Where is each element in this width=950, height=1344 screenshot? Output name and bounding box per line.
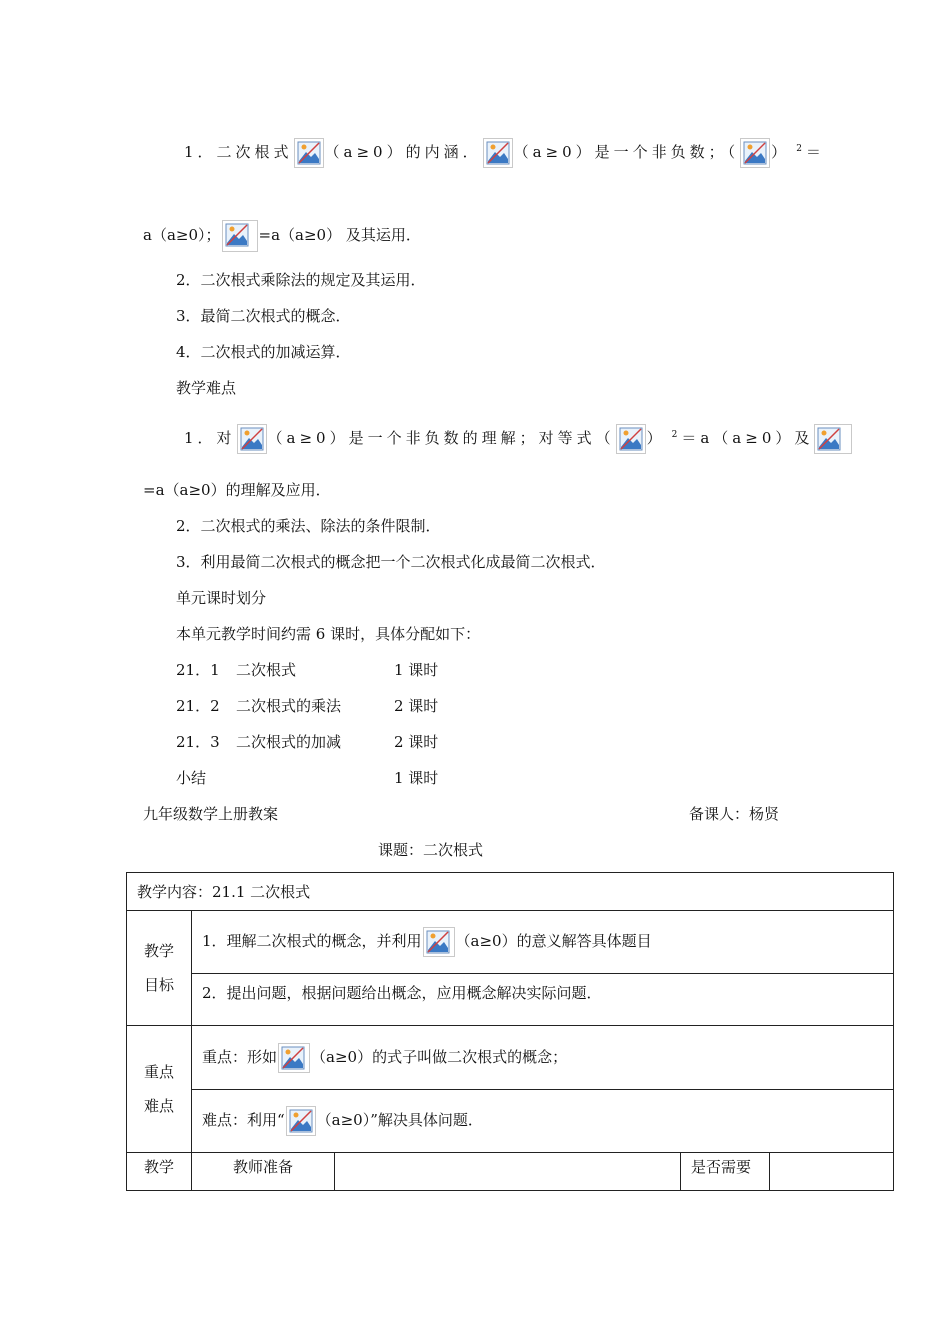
key-label: 重点 难点 [143,1063,174,1115]
intro-item-2: 2．二次根式乘除法的规定及其运用． [176,271,426,289]
schedule-row-no: 小结 [176,769,207,787]
schedule-row-no: 21．3 [176,733,220,751]
schedule-row-hours: 1 课时 [394,769,439,787]
item1-line2-b: =a（a≥0） 及其运用． [258,226,421,244]
schedule-row-hours: 2 课时 [394,733,439,751]
formula-image-icon [423,927,455,957]
d1-part-d: ＝a（a≥0）及 [681,429,814,447]
schedule-heading: 单元课时划分 [176,589,267,607]
table-row [127,911,894,974]
item1-part-a: （a≥0）的内涵． [324,143,482,161]
schedule-row-hours: 2 课时 [394,697,439,715]
schedule-row-no: 21．1 [176,661,220,679]
schedule-row-title: 二次根式 [236,661,297,679]
intro-item-3: 3．最简二次根式的概念． [176,307,351,325]
schedule-row-hours: 1 课时 [394,661,439,679]
schedule-intro: 本单元教学时间约需 6 课时，具体分配如下： [176,625,481,643]
schedule-row-title: 二次根式的加减 [236,733,342,751]
key-label-cell [127,1026,192,1153]
formula-image-icon [294,138,324,168]
d1-part-b: （a≥0）是一个非负数的理解；对等式（ [267,429,615,447]
teacher-prep-cell: 教师准备 [192,1153,335,1191]
intro-item-1 [184,138,825,168]
d1-part-c: ） [646,429,666,447]
key-point-cell [192,1026,894,1090]
superscript: 2 [796,144,806,154]
hard-text-b: （a≥0）”解决具体问题． [316,1111,483,1129]
teaching-content-cell: 教学内容：21.1 二次根式 [127,873,894,911]
formula-image-icon [483,138,513,168]
table-row [127,974,894,1026]
schedule-row-title: 二次根式的乘法 [236,697,342,715]
superscript: 2 [671,430,682,440]
difficulty-item-1-cont: =a（a≥0）的理解及应用． [143,481,331,499]
hard-text-a: 难点：利用“ [202,1111,285,1129]
goal-label-cell [127,911,192,1026]
formula-image-icon [286,1106,316,1136]
need-value-cell [770,1153,894,1191]
table-row [127,873,894,911]
item1-part-c: ） [771,143,791,161]
document-header-left: 九年级数学上册教案 [143,805,279,823]
intro-item-4: 4．二次根式的加减运算． [176,343,351,361]
table-row [127,1090,894,1153]
formula-image-icon [814,424,852,454]
table-row [127,1026,894,1090]
lesson-title: 课题：二次根式 [378,841,484,859]
item1-line2-a: a（a≥0）； [143,226,221,244]
document-header-right: 备课人：杨贤 [689,805,780,823]
difficulty-item-3: 3．利用最简二次根式的概念把一个二次根式化成最简二次根式． [176,553,606,571]
goal-1-text-a: 1．理解二次根式的概念，并利用 [202,932,422,950]
formula-image-icon [278,1043,310,1073]
schedule-row-no: 21．2 [176,697,220,715]
goal-label: 教学 目标 [143,942,174,994]
table-row [127,1153,894,1191]
lesson-table [126,872,894,1191]
intro-item-1-cont [143,220,421,252]
key-text-a: 重点：形如 [202,1047,278,1066]
formula-image-icon [740,138,770,168]
difficulty-item-2: 2．二次根式的乘法、除法的条件限制． [176,517,441,535]
difficulty-item-1 [184,424,853,454]
formula-image-icon [616,424,646,454]
goal-1-cell [192,911,894,974]
equals-sign: ＝ [805,143,825,161]
formula-image-icon [237,424,267,454]
formula-image-icon [222,220,258,252]
goal-1-text-b: （a≥0）的意义解答具体题目 [455,932,652,950]
d1-part-a: 1．对 [184,429,236,447]
item1-part-b: （a≥0）是一个非负数；（ [513,143,740,161]
goal-2-cell: 2．提出问题，根据问题给出概念，应用概念解决实际问题． [192,974,894,1026]
bottom-label-cell: 教学 [127,1153,192,1191]
hard-point-cell [192,1090,894,1153]
item1-text: 1．二次根式 [184,143,293,161]
difficulty-heading: 教学难点 [176,379,237,397]
key-text-b: （a≥0）的式子叫做二次根式的概念； [311,1047,568,1066]
teacher-prep-value-cell [335,1153,681,1191]
need-label-cell: 是否需要 [681,1153,770,1191]
